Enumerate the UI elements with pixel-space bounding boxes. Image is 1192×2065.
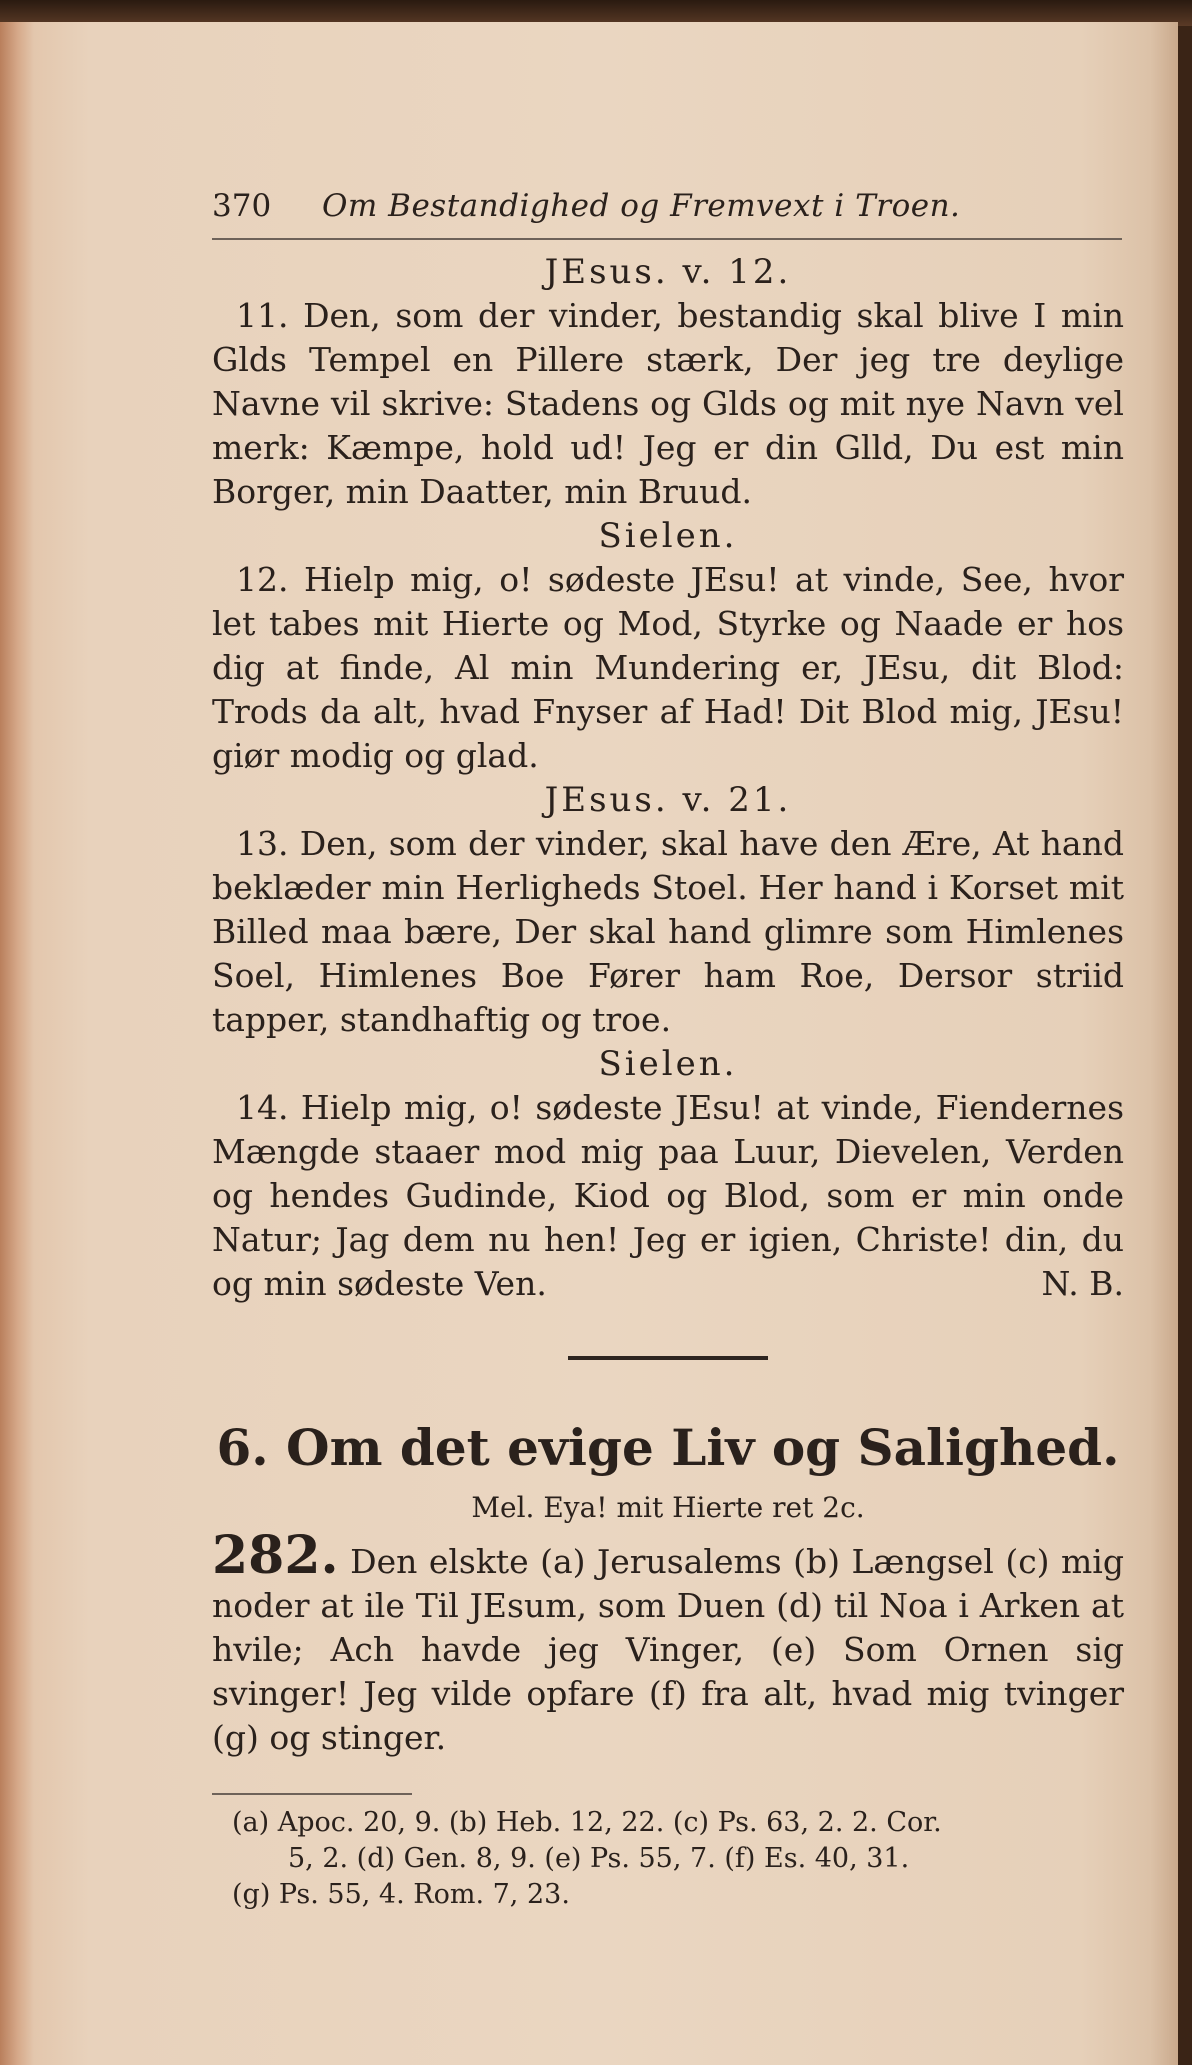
hymn-text: Den elskte (a) Jerusalems (b) Længsel (c) mig noder at ile Til JEsum, som Duen (d) til Noa i Arken at hvile; Ach havde jeg Vinger, (e) Som Ornen sig svinger! Jeg vilde opfare (f) fra alt, hvad mig tvinger (g) og stinger. <box>212 1542 1124 1757</box>
section-title: 6. Om det evige Liv og Salighed. <box>216 1418 1120 1477</box>
hymn-number: 282. <box>212 1525 339 1586</box>
signature: N. B. <box>1041 1264 1124 1303</box>
running-header <box>212 188 1124 238</box>
page-number: 370 <box>212 188 272 224</box>
page-content <box>212 188 1124 1913</box>
footnote-line: 5, 2. (d) Gen. 8, 9. (e) Ps. 55, 7. (f) Es. 40, 31. <box>288 1843 910 1874</box>
hymn-282 <box>212 1525 1124 1760</box>
footnote-line: (g) Ps. 55, 4. Rom. 7, 23. <box>232 1879 570 1910</box>
verse-11: 11. Den, som der vinder, bestandig skal blive I min Glds Tempel en Pillere stærk, Der jeg tre deylige Navne vil skrive: Stadens og Glds og mit nye Navn vel merk: Kæmpe, hold ud! Jeg er din Glld, Du est min Borger, min Daatter, min Bruud. <box>212 296 1124 511</box>
verse-14-text: 14. Hielp mig, o! sødeste JEsu! at vinde, Fiendernes Mængde staaer mod mig paa Luur, Dievelen, Verden og hendes Gudinde, Kiod og Blod, som er min onde Natur; Jag dem nu hen! Jeg er igien, Christe! din, du og min sødeste Ven. <box>212 1088 1124 1303</box>
speaker-heading: JEsus. v. 12. <box>544 252 792 292</box>
speaker-heading: JEsus. v. 21. <box>544 780 792 820</box>
verse-13: 13. Den, som der vinder, skal have den Ære, At hand beklæder min Herligheds Stoel. Her hand i Korset mit Billed maa bære, Der skal hand glimre som Himlenes Soel, Himlenes Boe Fører ham Roe, Dersor striid tapper, standhaftig og troe. <box>212 824 1124 1039</box>
verse-14 <box>212 1086 1124 1306</box>
verse-12: 12. Hielp mig, o! sødeste JEsu! at vinde, See, hvor let tabes mit Hierte og Mod, Styrke og Naade er hos dig at finde, Al min Mundering er, JEsu, dit Blod: Trods da alt, hvad Fnyser af Had! Dit Blod mig, JEsu! giør modig og glad. <box>212 560 1124 775</box>
header-rule <box>212 238 1122 240</box>
section-separator <box>568 1356 768 1360</box>
footnote-rule <box>212 1793 412 1795</box>
footnotes <box>212 1805 1124 1913</box>
melody-line: Mel. Eya! mit Hierte ret 2c. <box>471 1491 865 1524</box>
speaker-heading: Sielen. <box>598 516 738 556</box>
speaker-heading: Sielen. <box>598 1044 738 1084</box>
footnote-line: (a) Apoc. 20, 9. (b) Heb. 12, 22. (c) Ps. 63, 2. 2. Cor. <box>232 1807 942 1838</box>
running-title: Om Bestandighed og Fremvext i Troen. <box>322 188 961 224</box>
